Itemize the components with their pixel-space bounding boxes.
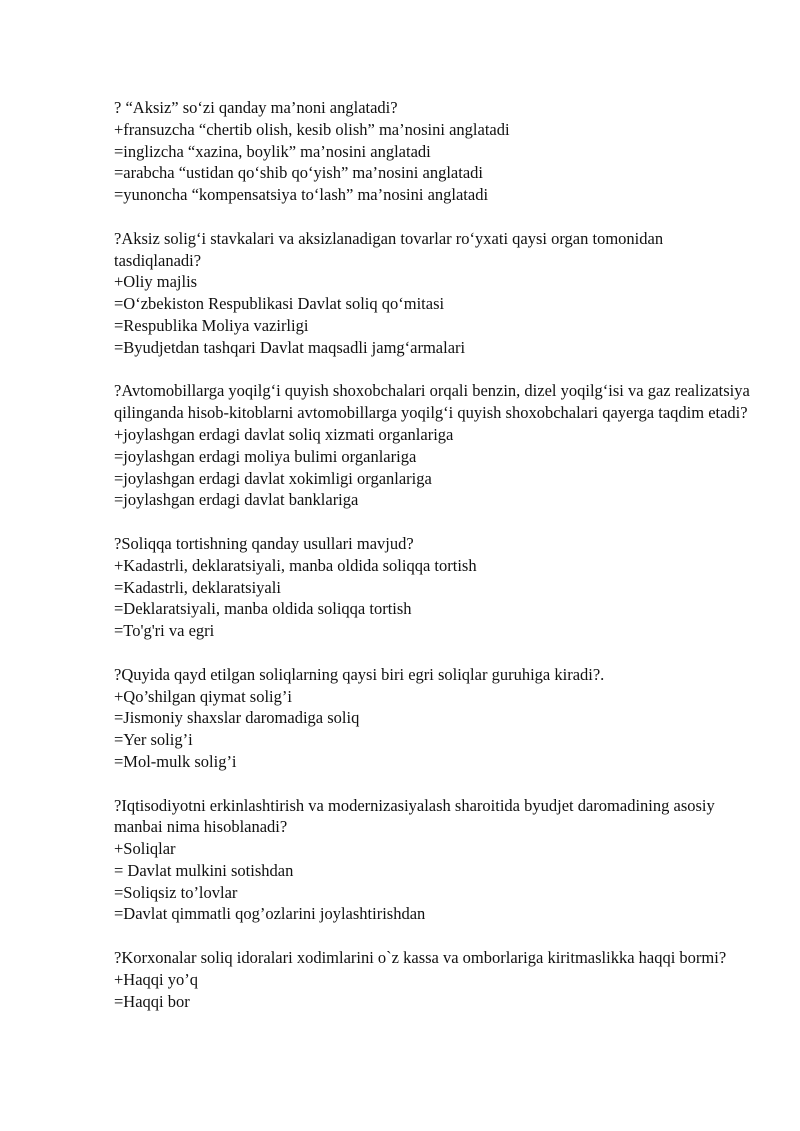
answer-option: =Yer solig’i (114, 730, 193, 750)
answer-option: =Kadastrli, deklaratsiyali (114, 577, 281, 597)
question-text: ? “Aksiz” so‘zi qanday ma’noni anglatadi? (114, 98, 398, 117)
answer-option: =Respublika Moliya vazirligi (114, 315, 309, 335)
question-block (114, 533, 754, 642)
answer-option: =Byudjetdan tashqari Davlat maqsadli jamg‘armalari (114, 337, 466, 357)
answer-option: +Haqqi yo’q (114, 969, 198, 989)
question-text: ?Iqtisodiyotni erkinlashtirish va modernizasiyalash sharoitida byudjet daromadining asosiy manbai nima hisoblanadi? (114, 795, 715, 837)
question-block (114, 795, 754, 926)
answer-option: =inglizcha “xazina, boylik” ma’nosini anglatadi (114, 141, 431, 161)
answer-option: =joylashgan erdagi moliya bulimi organlariga (114, 446, 417, 466)
answer-option: = Davlat mulkini sotishdan (114, 860, 294, 880)
question-text: ?Quyida qayd etilgan soliqlarning qaysi biri egri soliqlar guruhiga kiradi?. (114, 664, 605, 684)
answer-option: =joylashgan erdagi davlat xokimligi organlariga (114, 468, 432, 488)
answer-option: +Oliy majlis (114, 272, 198, 292)
answer-option: =Davlat qimmatli qog’ozlarini joylashtirishdan (114, 904, 426, 924)
question-block (114, 228, 754, 359)
answer-option: +Kadastrli, deklaratsiyali, manba oldida soliqqa tortish (114, 555, 477, 575)
question-text: ?Aksiz solig‘i stavkalari va aksizlanadigan tovarlar ro‘yxati qaysi organ tomonidan tasdiqlanadi? (114, 228, 664, 270)
answer-option: =Deklaratsiyali, manba oldida soliqqa tortish (114, 599, 412, 619)
question-text: ?Avtomobillarga yoqilg‘i quyish shoxobchalari orqali benzin, dizel yoqilg‘isi va gaz realizatsiya qilinganda hisob-kitoblarni avtomobillarga yoqilg‘i quyish shoxobchalari qayerga taqdim etadi? (114, 381, 750, 423)
question-block (114, 947, 754, 1012)
question-block (114, 664, 754, 773)
answer-option: +joylashgan erdagi davlat soliq xizmati organlariga (114, 424, 454, 444)
answer-option: =Haqqi bor (114, 991, 190, 1011)
answer-option: +fransuzcha “chertib olish, kesib olish” ma’nosini anglatadi (114, 119, 510, 139)
answer-option: =O‘zbekiston Respublikasi Davlat soliq qo‘mitasi (114, 294, 445, 314)
answer-option: =Mol-mulk solig’i (114, 751, 237, 771)
question-block (114, 380, 754, 511)
answer-option: +Qo’shilgan qiymat solig’i (114, 686, 292, 706)
question-text: ?Soliqqa tortishning qanday usullari mavjud? (114, 533, 414, 553)
question-list (114, 97, 754, 1034)
answer-option: =To'g'ri va egri (114, 621, 215, 641)
answer-option: =Soliqsiz to’lovlar (114, 882, 238, 902)
answer-option: =yunoncha “kompensatsiya to‘lash” ma’nosini anglatadi (114, 185, 489, 205)
answer-option: =joylashgan erdagi davlat banklariga (114, 490, 359, 510)
answer-option: =arabcha “ustidan qo‘shib qo‘yish” ma’nosini anglatadi (114, 163, 483, 183)
question-text: ?Korxonalar soliq idoralari xodimlarini o`z kassa va omborlariga kiritmaslikka haqqi bormi? (114, 948, 727, 968)
answer-option: +Soliqlar (114, 839, 176, 859)
answer-option: =Jismoniy shaxslar daromadiga soliq (114, 708, 360, 728)
question-block (114, 97, 754, 206)
